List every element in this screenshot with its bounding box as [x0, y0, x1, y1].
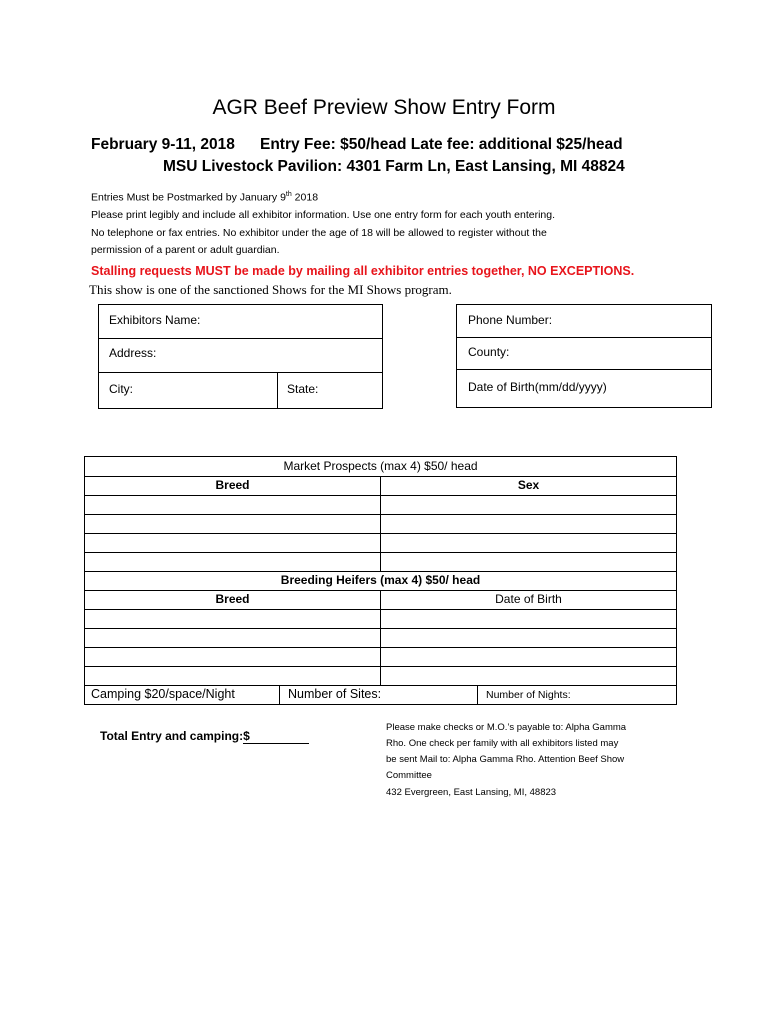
total-entry[interactable] — [100, 729, 309, 744]
payment-line: Please make checks or M.O.’s payable to: Alpha Gamma — [386, 722, 627, 733]
camping-field[interactable]: Camping $20/space/Night — [91, 687, 235, 701]
event-dates: February 9-11, 2018 — [91, 136, 235, 153]
postmark-sup: th — [285, 191, 292, 198]
total-label: Total Entry and camping: — [100, 729, 244, 743]
payment-line: be sent Mail to: Alpha Gamma Rho. Attention Beef Show — [386, 754, 625, 765]
heifers-breed-header: Breed — [215, 592, 250, 606]
number-of-nights-field[interactable]: Number of Nights: — [486, 689, 571, 701]
total-amount-field[interactable] — [243, 729, 309, 744]
phone-field[interactable]: Phone Number: — [468, 313, 553, 327]
market-breed-header: Breed — [215, 478, 250, 492]
city-field[interactable]: City: — [109, 382, 133, 396]
state-field[interactable]: State: — [287, 382, 319, 396]
event-location: MSU Livestock Pavilion: 4301 Farm Ln, East Lansing, MI 48824 — [163, 158, 625, 175]
total-currency: $ — [243, 729, 250, 743]
exhibitor-info-box — [98, 304, 383, 409]
heifers-dob-header: Date of Birth — [495, 592, 562, 606]
form-title: AGR Beef Preview Show Entry Form — [212, 96, 556, 119]
payment-instructions — [386, 720, 686, 801]
instruction-line: permission of a parent or adult guardian. — [91, 244, 280, 256]
address-field[interactable]: Address: — [109, 346, 157, 360]
instruction-line: No telephone or fax entries. No exhibitor under the age of 18 will be allowed to register without the — [91, 227, 547, 239]
exhibitor-name-field[interactable]: Exhibitors Name: — [109, 313, 201, 327]
breeding-heifers-title: Breeding Heifers (max 4) $50/ head — [280, 573, 481, 587]
dob-field[interactable]: Date of Birth(mm/dd/yyyy) — [468, 380, 607, 394]
sanctioned-note: This show is one of the sanctioned Shows for the MI Shows program. — [89, 282, 452, 297]
mailing-address: 432 Evergreen, East Lansing, MI, 48823 — [386, 787, 557, 798]
entry-fee: Entry Fee: $50/head Late fee: additional $25/head — [260, 136, 623, 153]
postmark-text: Entries Must be Postmarked by January 9 — [91, 191, 286, 204]
market-prospects-title: Market Prospects (max 4) $50/ head — [283, 459, 478, 473]
payment-line: Committee — [386, 770, 432, 781]
instruction-line: Please print legibly and include all exhibitor information. Use one entry form for each youth entering. — [91, 209, 556, 221]
entries-table — [84, 456, 677, 705]
number-of-sites-field[interactable]: Number of Sites: — [288, 687, 382, 701]
postmark-year: 2018 — [291, 191, 319, 204]
market-sex-header: Sex — [517, 478, 540, 492]
county-field[interactable]: County: — [468, 345, 510, 359]
stalling-notice: Stalling requests MUST be made by mailing all exhibitor entries together, NO EXCEPTIONS. — [91, 264, 635, 278]
contact-info-box — [456, 304, 712, 408]
payment-line: Rho. One check per family with all exhibitors listed may — [386, 738, 619, 749]
postmark-deadline — [91, 191, 318, 204]
